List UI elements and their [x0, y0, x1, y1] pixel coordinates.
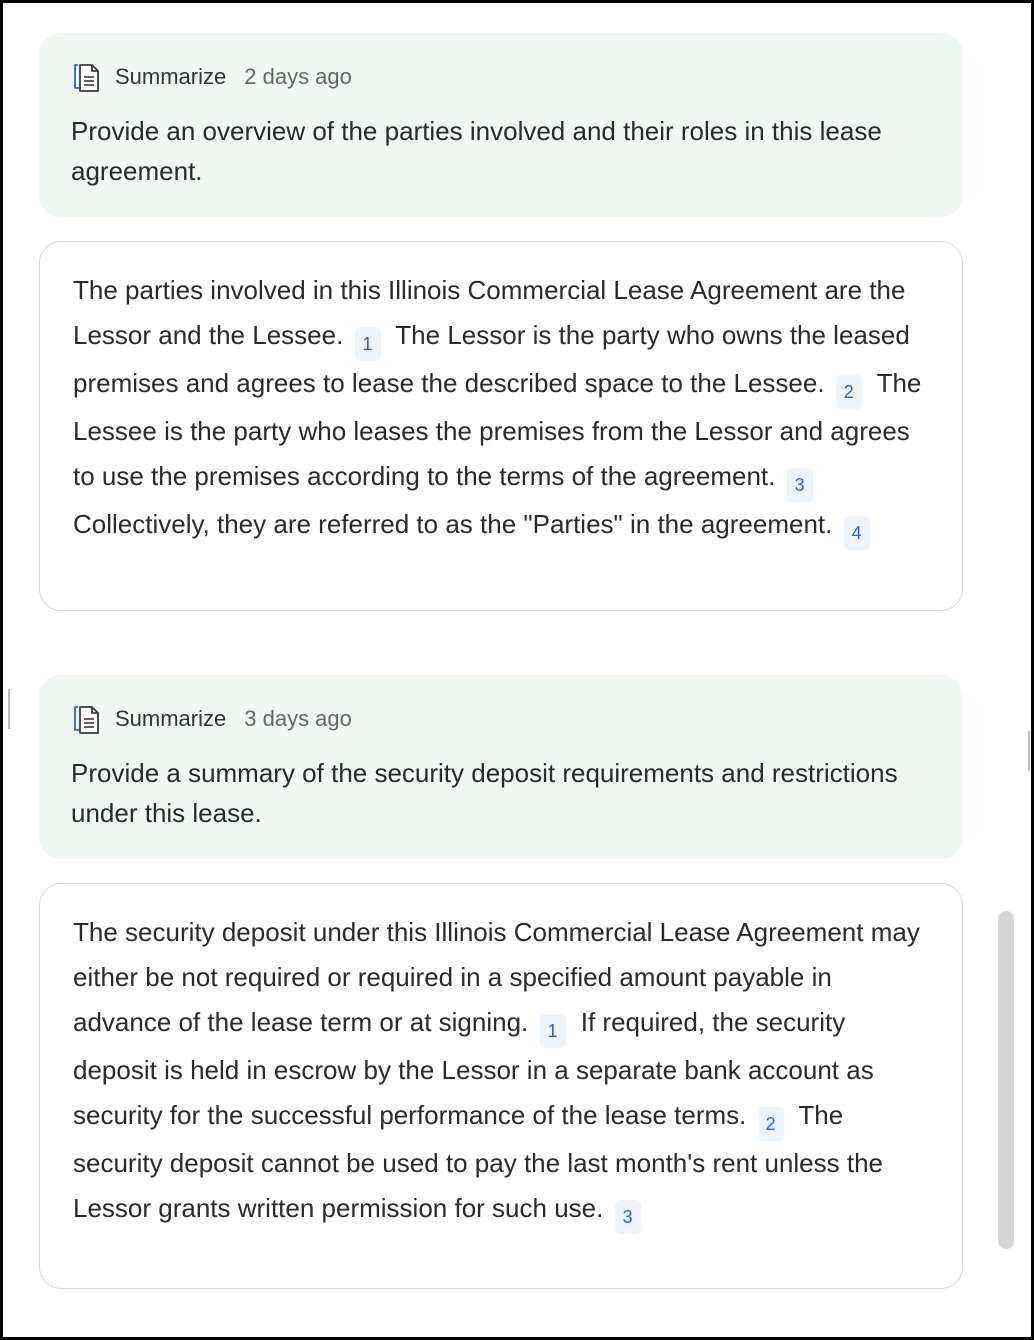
prompt-text: Provide a summary of the security deposit requirements and restrictions under this lease. [71, 758, 898, 828]
citation-badge[interactable]: 1 [540, 1014, 566, 1048]
citation-badge[interactable]: 2 [758, 1107, 784, 1141]
prompt-card[interactable] [39, 675, 963, 859]
answer-text [73, 268, 930, 550]
citation-badge[interactable]: 1 [355, 327, 381, 361]
answer-text [73, 910, 930, 1234]
document-icon [71, 703, 103, 735]
answer-card [39, 883, 963, 1289]
prompt-header [71, 703, 931, 735]
prompt-timestamp: 2 days ago [244, 64, 352, 89]
scrollbar-thumb[interactable] [998, 911, 1014, 1249]
prompt-mode-label: Summarize [115, 64, 227, 89]
prompt-timestamp: 3 days ago [244, 706, 352, 731]
prompt-mode-label: Summarize [115, 706, 227, 731]
answer-sentence: If required, the security deposit is held in escrow by the Lessor in a separate bank account as security for the successful performance of the lease terms. [73, 1007, 874, 1130]
prompt-card[interactable] [39, 33, 963, 217]
left-resize-handle[interactable] [8, 689, 10, 729]
prompt-header [71, 61, 931, 93]
citation-badge[interactable]: 4 [844, 516, 870, 550]
citation-badge[interactable]: 3 [615, 1200, 641, 1234]
prompt-text: Provide an overview of the parties involved and their roles in this lease agreement. [71, 116, 882, 186]
answer-card [39, 241, 963, 611]
right-resize-handle[interactable] [1028, 731, 1030, 771]
citation-badge[interactable]: 3 [787, 468, 813, 502]
answer-sentence: The Lessor is the party who owns the leased premises and agrees to lease the described space to the Lessee. [73, 320, 910, 398]
answer-sentence: The Lessee is the party who leases the premises from the Lessor and agrees to use the premises according to the terms of the agreement. [73, 368, 922, 491]
citation-badge[interactable]: 2 [836, 375, 862, 409]
answer-sentence: The security deposit under this Illinois Commercial Lease Agreement may either be not required or required in a specified amount payable in advance of the lease term or at signing. [73, 917, 920, 1037]
answer-sentence: Collectively, they are referred to as the "Parties" in the agreement. [73, 509, 833, 539]
answer-sentence: The security deposit cannot be used to pay the last month's rent unless the Lessor grants written permission for such use. [73, 1100, 883, 1223]
document-icon [71, 61, 103, 93]
answer-sentence: The parties involved in this Illinois Commercial Lease Agreement are the Lessor and the Lessee. [73, 275, 906, 350]
